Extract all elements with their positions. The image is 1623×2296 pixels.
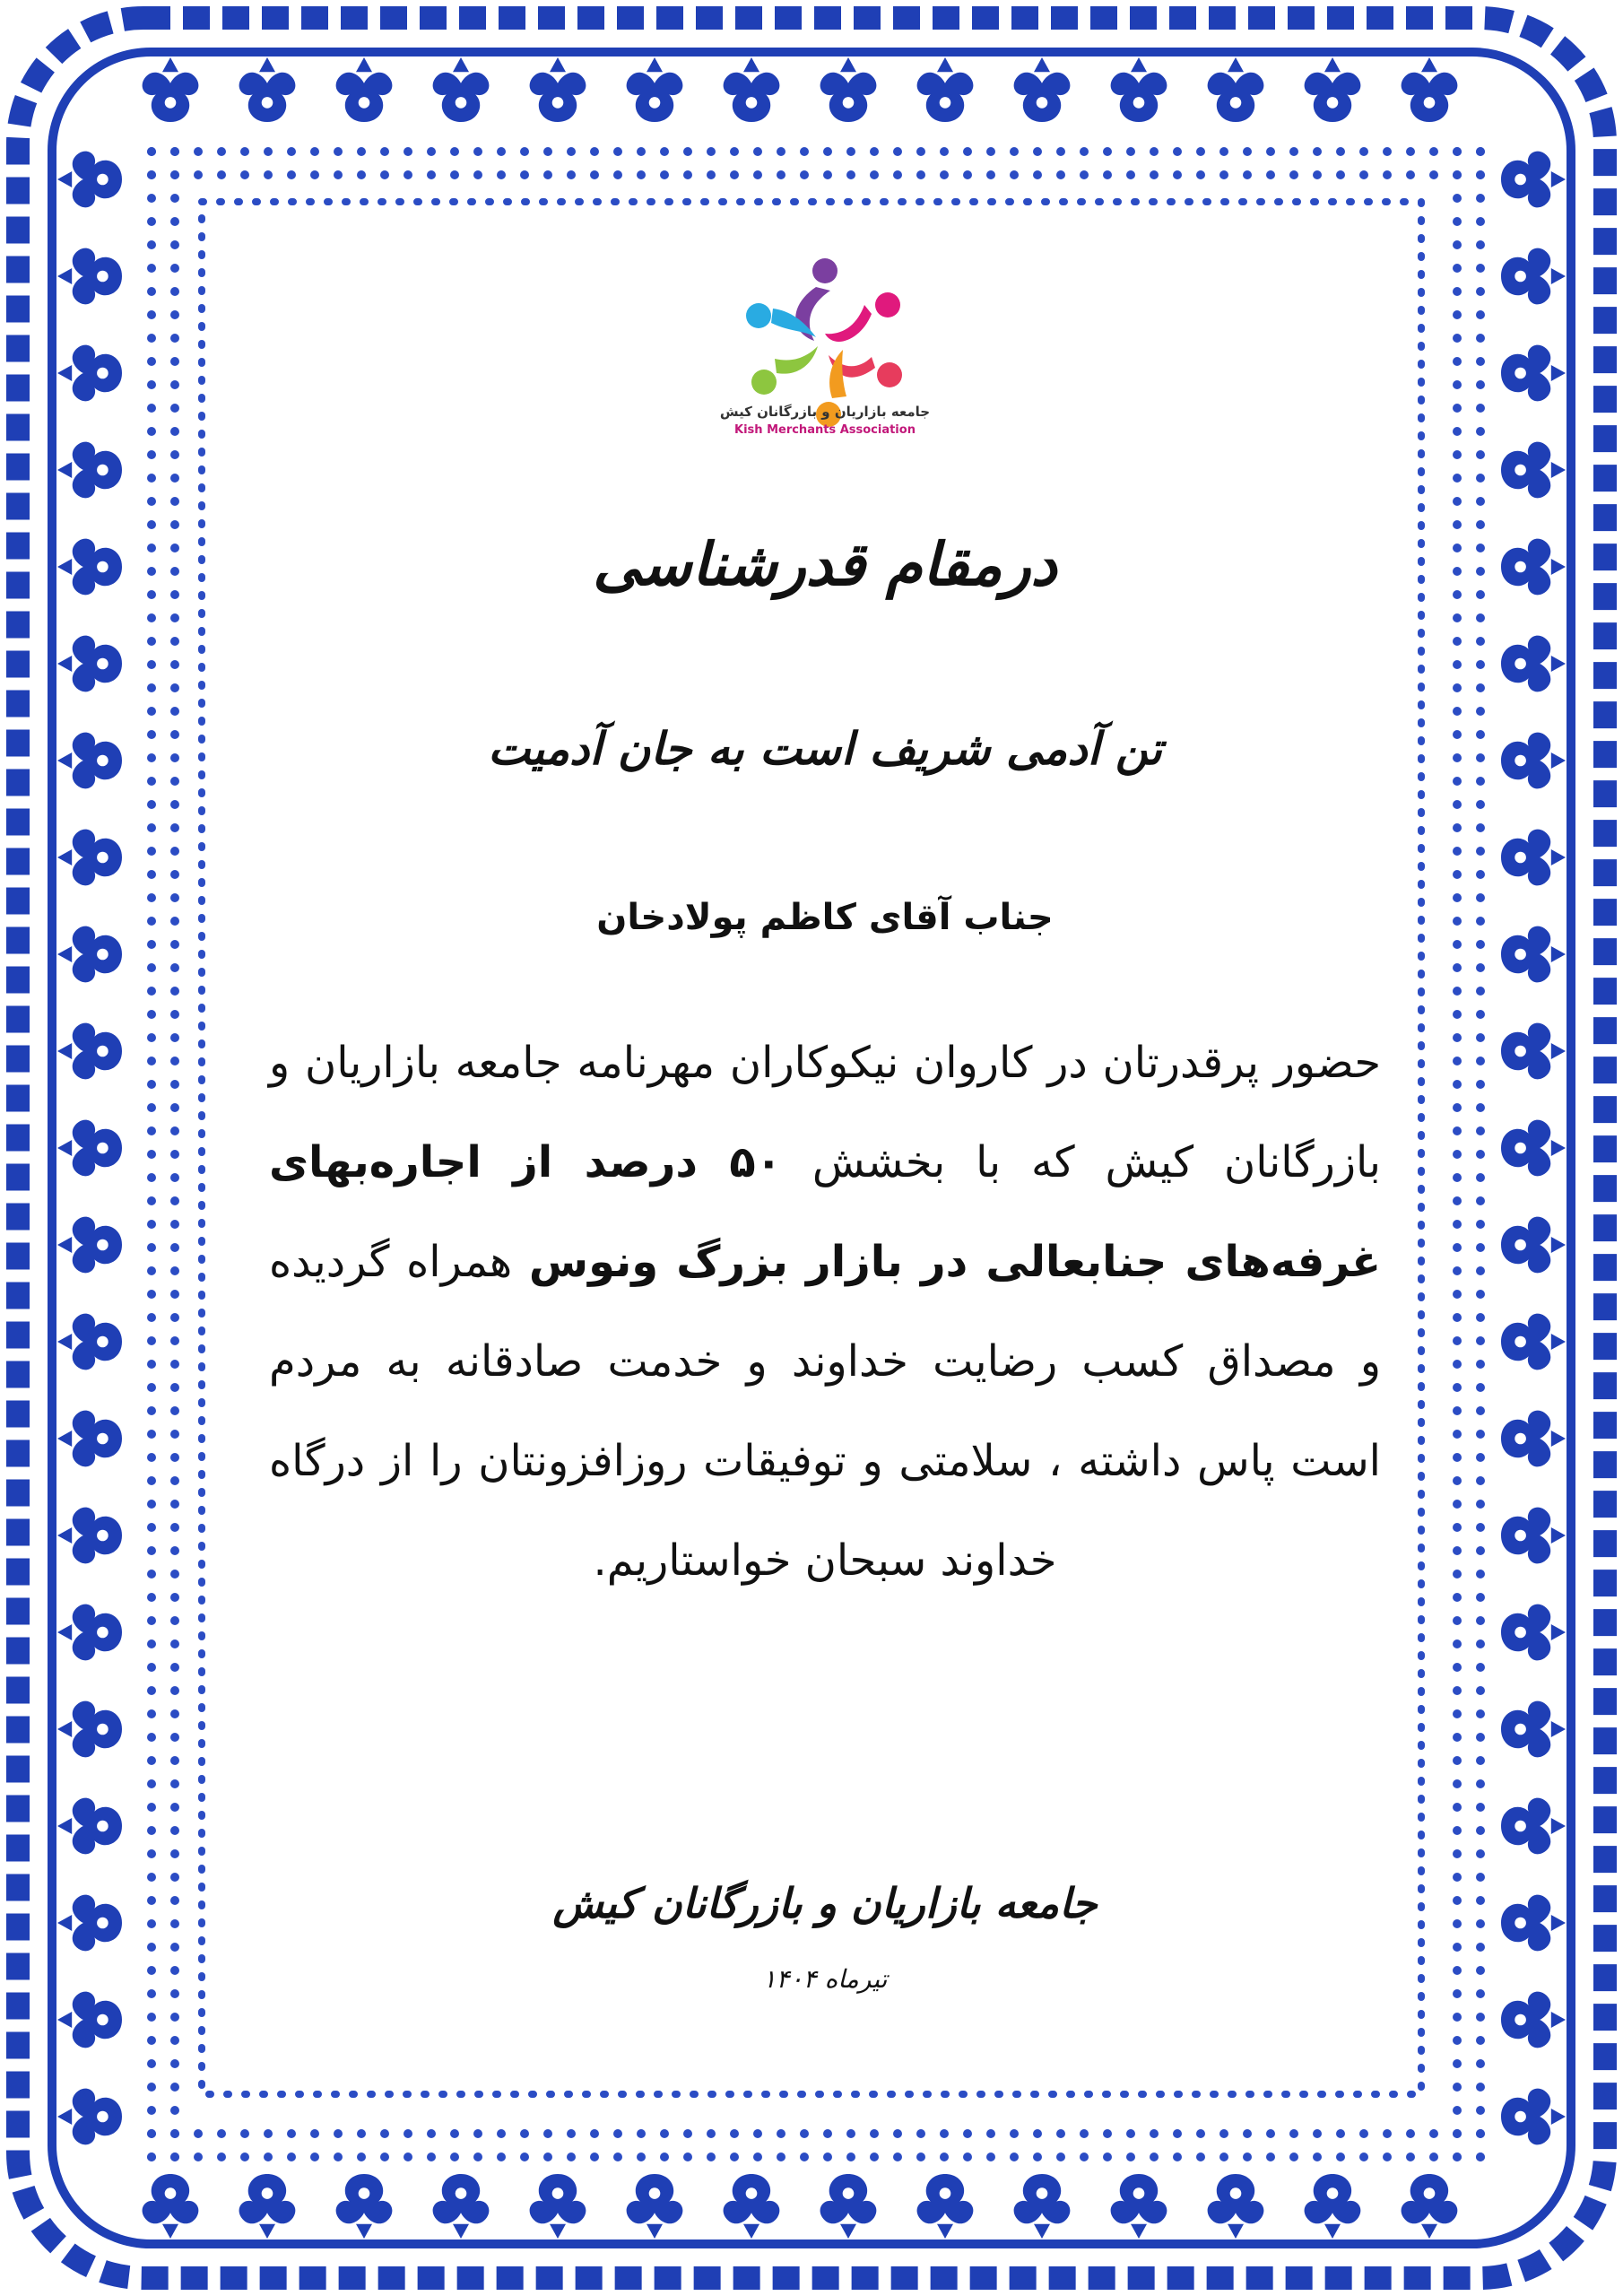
body-part-1: حضور پرقدرتان در کاروان نیکوکاران مهرنامه جامعه بازاریان و بازرگانان کیش که با بخشش <box>269 1038 1382 1187</box>
body-bold-highlight: ۵۰ درصد از اجاره‌بهای غرفه‌های جنابعالی در بازار بزرگ ونوس <box>269 1137 1381 1287</box>
recipient-name: جناب آقای کاظم پولادخان <box>596 897 1054 938</box>
signature-org: جامعه بازاریان و بازرگانان کیش <box>552 1879 1098 1927</box>
certificate-content <box>269 233 1381 2063</box>
certificate-title: درمقام قدرشناسی <box>593 529 1057 599</box>
poem-verse: تن آدمی شریف است به جان آدمیت <box>488 722 1162 775</box>
logo-name-fa: جامعه بازاریان و بازرگانان کیش <box>719 404 931 420</box>
certificate-body <box>269 1013 1381 1611</box>
body-part-2: همراه گردیده و مصداق کسب رضایت خداوند و خدمت صادقانه به مردم است پاس داشته ، سلامتی و توفیقات روزافزونتان را از درگاه خداوند سبحان خواستاریم. <box>269 1237 1381 1586</box>
issue-date: تیرماه ۱۴۰۴ <box>762 1964 888 1994</box>
logo-name-en: Kish Merchants Association <box>734 423 916 437</box>
